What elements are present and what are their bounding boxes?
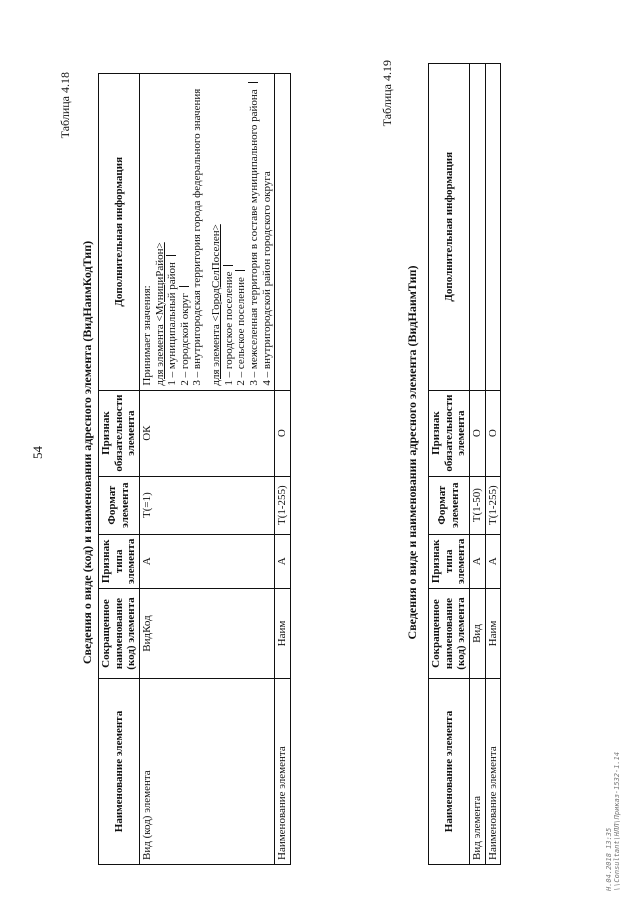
header-type: Признак типа элемента xyxy=(99,534,140,588)
cell-required: О xyxy=(485,390,501,476)
cell-required: О xyxy=(275,390,291,476)
cell-format: T(=1) xyxy=(139,476,274,534)
cell-type: А xyxy=(485,534,501,588)
header-code: Сокращенное наименование (код) элемента xyxy=(429,589,470,679)
cell-format: T(1-255) xyxy=(275,476,291,534)
info-group2-item: 1 – городское поселение xyxy=(223,78,236,386)
cell-info xyxy=(139,74,274,391)
print-stamp: Н.04.2018 13:35 \\Consultant\НЛЛ\Приказ-1532-1.14 xyxy=(605,751,622,891)
cell-type: А xyxy=(469,534,485,588)
table-row xyxy=(485,64,501,865)
cell-info xyxy=(485,64,501,391)
table-4-19-label: Таблица 4.19 xyxy=(380,60,394,127)
cell-format: T(1-50) xyxy=(469,476,485,534)
header-info: Дополнительная информация xyxy=(99,74,140,391)
info-group2-title: для элемента <ГородСелПоселен> xyxy=(210,224,223,386)
header-name: Наименование элемента xyxy=(429,679,470,865)
info-group1-item: 1 – муниципальный район xyxy=(166,78,179,386)
table-4-19-title: Сведения о виде и наименовании адресного элемента (ВидНаимТип) xyxy=(405,265,419,640)
header-format: Формат элемента xyxy=(99,476,140,534)
cell-code: Наим xyxy=(485,589,501,679)
table-row xyxy=(469,64,485,865)
header-required: Признак обязательности элемента xyxy=(429,390,470,476)
info-group1-title: для элемента <МунициРайон> xyxy=(153,242,166,386)
info-group2-item: 3 – межселенная территория в составе муниципального района xyxy=(248,78,261,386)
cell-name: Вид элемента xyxy=(469,679,485,865)
cell-required: О xyxy=(469,390,485,476)
header-code: Сокращенное наименование (код) элемента xyxy=(99,589,140,679)
table-4-18 xyxy=(98,73,291,865)
cell-name: Вид (код) элемента xyxy=(139,679,274,865)
cell-code: ВидКод xyxy=(139,589,274,679)
header-info: Дополнительная информация xyxy=(429,64,470,391)
info-intro: Принимает значения: xyxy=(140,285,153,386)
cell-info xyxy=(469,64,485,391)
table-4-19 xyxy=(428,63,501,865)
table-4-18-label: Таблица 4.18 xyxy=(58,72,72,139)
header-format: Формат элемента xyxy=(429,476,470,534)
info-group1-item: 3 – внутригородская территория города федерального значения xyxy=(191,88,204,386)
table-row xyxy=(139,74,274,865)
table-row xyxy=(275,74,291,865)
cell-name: Наименование элемента xyxy=(485,679,501,865)
cell-info xyxy=(275,74,291,391)
cell-name: Наименование элемента xyxy=(275,679,291,865)
info-group1-item: 2 – городской округ xyxy=(179,78,192,386)
header-name: Наименование элемента xyxy=(99,679,140,865)
header-type: Признак типа элемента xyxy=(429,534,470,588)
cell-code: Наим xyxy=(275,589,291,679)
cell-type: А xyxy=(139,534,274,588)
page-number: 54 xyxy=(30,446,45,459)
cell-format: T(1-255) xyxy=(485,476,501,534)
cell-code: Вид xyxy=(469,589,485,679)
info-group2-item: 2 – сельское поселение xyxy=(235,78,248,386)
info-group2-item: 4 – внутригородской район городского округа xyxy=(260,171,273,386)
cell-required: ОК xyxy=(139,390,274,476)
cell-type: А xyxy=(275,534,291,588)
table-header-row xyxy=(99,74,140,865)
table-header-row xyxy=(429,64,470,865)
header-required: Признак обязательности элемента xyxy=(99,390,140,476)
table-4-18-title: Сведения о виде (код) и наименовании адресного элемента (ВидНаимКодТип) xyxy=(80,240,94,665)
